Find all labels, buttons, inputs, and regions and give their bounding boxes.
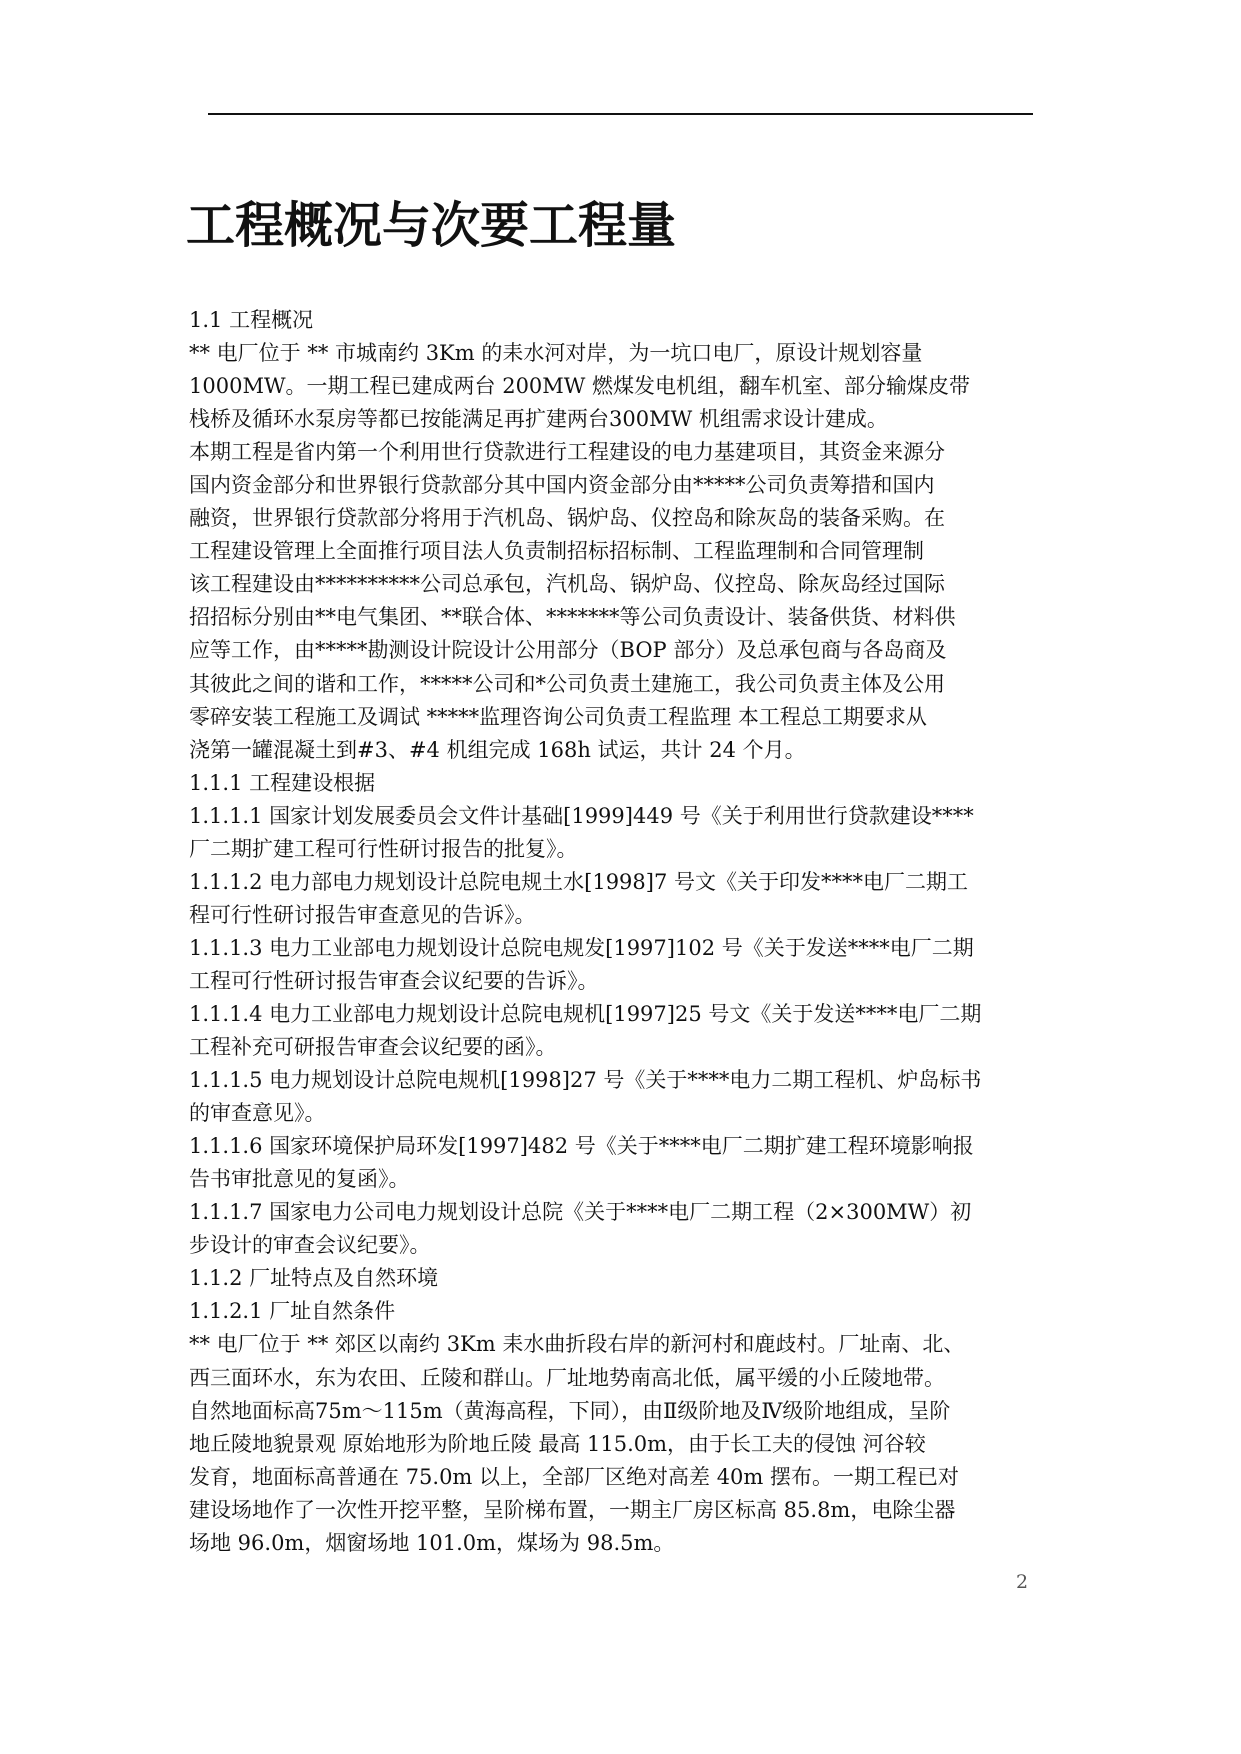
text-line: 发育，地面标高普通在 75.0m 以上，全部厂区绝对高差 40m 摆布。一期工程已对	[189, 1464, 960, 1489]
text-line: ** 电厂位于 ** 郊区以南约 3Km 耒水曲折段右岸的新河村和鹿歧村。厂址南、北、	[189, 1332, 965, 1357]
text-line: 1.1.1.2 电力部电力规划设计总院电规土水[1998]7 号文《关于印发****电厂二期工	[189, 869, 969, 894]
text-line: 工程可行性研讨报告审查会议纪要的告诉》。	[189, 968, 599, 993]
text-line: 1.1.2.1 厂址自然条件	[189, 1299, 396, 1324]
text-line: 1.1.1.4 电力工业部电力规划设计总院电规机[1997]25 号文《关于发送****电厂二期	[189, 1001, 982, 1026]
text-line: 1.1.1 工程建设根据	[189, 770, 376, 795]
text-line: 自然地面标高75m～115m（黄海高程，下同），由Ⅱ级阶地及Ⅳ级阶地组成，呈阶	[189, 1398, 951, 1423]
text-line: 1000MW。一期工程已建成两台 200MW 燃煤发电机组，翻车机室、部分输煤皮带	[189, 374, 971, 399]
page-number: 2	[1016, 1571, 1029, 1593]
text-line: 融资，世界银行贷款部分将用于汽机岛、锅炉岛、仪控岛和除灰岛的装备采购。在	[189, 506, 945, 531]
text-line: 1.1.1.3 电力工业部电力规划设计总院电规发[1997]102 号《关于发送****电厂二期	[189, 935, 974, 960]
text-line: 1.1 工程概况	[189, 308, 314, 332]
text-line: 浇第一罐混凝土到#3、#4 机组完成 168h 试运，共计 24 个月。	[189, 737, 806, 762]
text-line: 应等工作，由*****勘测设计院设计公用部分（BOP 部分）及总承包商与各岛商及	[189, 638, 947, 663]
page-title: 工程概况与次要工程量	[186, 197, 677, 254]
text-line: 步设计的审查会议纪要》。	[189, 1233, 431, 1258]
text-line: 国内资金部分和世界银行贷款部分其中国内资金部分由*****公司负责筹措和国内	[189, 473, 935, 498]
header-rule	[208, 113, 1033, 115]
text-line: 该工程建设由**********公司总承包，汽机岛、锅炉岛、仪控岛、除灰岛经过国际	[189, 572, 945, 597]
document-body	[189, 304, 1074, 1560]
text-line: 西三面环水，东为农田、丘陵和群山。厂址地势南高北低，属平缓的小丘陵地带。	[189, 1365, 945, 1390]
text-line: 1.1.1.6 国家环境保护局环发[1997]482 号《关于****电厂二期扩建工程环境影响报	[189, 1134, 974, 1159]
text-line: 本期工程是省内第一个利用世行贷款进行工程建设的电力基建项目，其资金来源分	[189, 440, 945, 465]
text-line: 其彼此之间的谐和工作，*****公司和*公司负责土建施工，我公司负责主体及公用	[189, 671, 945, 696]
text-line: 场地 96.0m，烟窗场地 101.0m，煤场为 98.5m。	[189, 1530, 675, 1555]
text-line: ** 电厂位于 ** 市城南约 3Km 的耒水河对岸，为一坑口电厂，原设计规划容量	[189, 341, 923, 366]
text-line: 1.1.2 厂址特点及自然环境	[189, 1266, 439, 1291]
text-line: 1.1.1.7 国家电力公司电力规划设计总院《关于****电厂二期工程（2×300MW）初	[189, 1200, 972, 1225]
text-line: 的审查意见》。	[189, 1101, 326, 1126]
text-line: 招招标分别由**电气集团、**联合体、*******等公司负责设计、装备供货、材料供	[189, 605, 956, 630]
text-line: 1.1.1.5 电力规划设计总院电规机[1998]27 号《关于****电力二期工程机、炉岛标书	[189, 1068, 982, 1093]
text-line: 零碎安装工程施工及调试 *****监理咨询公司负责工程监理 本工程总工期要求从	[189, 704, 927, 729]
text-line: 1.1.1.1 国家计划发展委员会文件计基础[1999]449 号《关于利用世行贷款建设****	[189, 803, 974, 828]
text-line: 栈桥及循环水泵房等都已按能满足再扩建两台300MW 机组需求设计建成。	[189, 407, 888, 432]
text-line: 告书审批意见的复函》。	[189, 1167, 410, 1192]
text-line: 建设场地作了一次性开挖平整，呈阶梯布置，一期主厂房区标高 85.8m，电除尘器	[189, 1497, 956, 1522]
text-line: 厂二期扩建工程可行性研讨报告的批复》。	[189, 836, 578, 861]
text-line: 程可行性研讨报告审查意见的告诉》。	[189, 902, 536, 927]
text-line: 地丘陵地貌景观 原始地形为阶地丘陵 最高 115.0m，由于长工夫的侵蚀 河谷较	[189, 1431, 926, 1456]
text-line: 工程建设管理上全面推行项目法人负责制招标招标制、工程监理制和合同管理制	[189, 539, 924, 564]
text-line: 工程补充可研报告审查会议纪要的函》。	[189, 1035, 557, 1060]
